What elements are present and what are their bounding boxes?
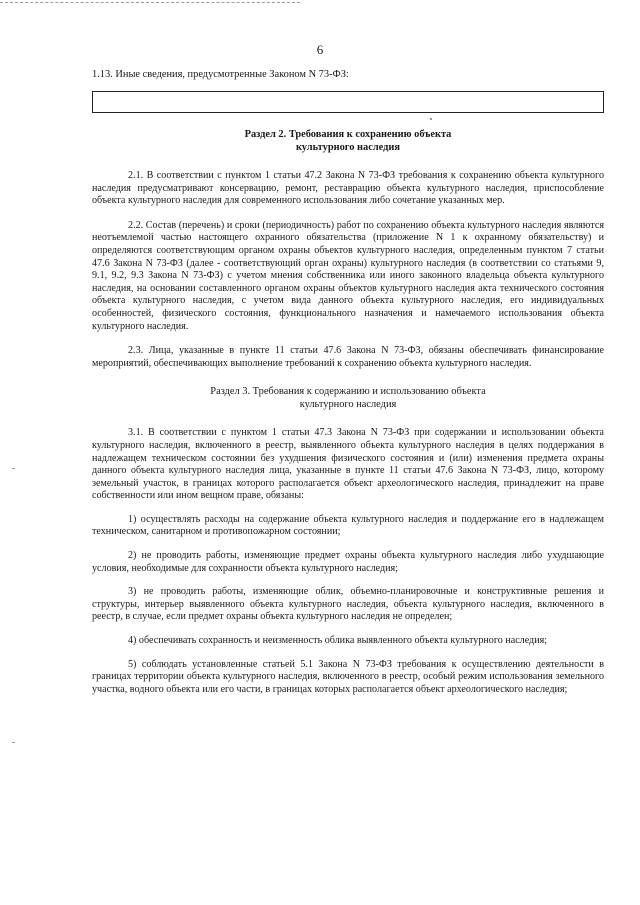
list-item: 4) обеспечивать сохранность и неизменность облика выявленного объекта культурного наследия; bbox=[128, 635, 548, 647]
other-info-field bbox=[92, 91, 604, 113]
section2-title-line2: культурного наследия bbox=[295, 142, 401, 153]
list-item: 1) осуществлять расходы на содержание объекта культурного наследия и поддержание его в надлежащем техническом, санитарном и противопожарном состоянии; bbox=[92, 513, 604, 538]
scan-margin-mark bbox=[12, 742, 15, 743]
section2-title-line1: Раздел 2. Требования к сохранению объекта bbox=[244, 129, 452, 140]
paragraph-3-1: 3.1. В соответствии с пунктом 1 статьи 47.3 Закона N 73-ФЗ при содержании и использовании объекта культурного наследия, включенного в реестр, выявленного объекта культурного наследия в целях поддержания в надлежащем техническом состоянии без ухудшения физического состояния и (или) изменения предмета охраны данного объекта культурного наследия лица, указанные в пункте 11 статьи 47.6 Закона N 73-ФЗ, лицо, которому земельный участок, в границах которого располагается объект археологического наследия, принадлежит на праве собственности или ином вещном праве, обязаны: bbox=[92, 427, 604, 502]
section3-title bbox=[92, 385, 604, 411]
page-number: 6 bbox=[316, 42, 324, 57]
section3-title-line2: культурного наследия bbox=[299, 399, 397, 411]
paragraph-2-3: 2.3. Лица, указанные в пункте 11 статьи 47.6 Закона N 73-ФЗ, обязаны обеспечивать финансирование мероприятий, обеспечивающих выполнение требований к сохранению объекта культурного наследия. bbox=[92, 345, 604, 369]
list-item: 3) не проводить работы, изменяющие облик, объемно-планировочные и конструктивные решения и структуры, интерьер выявленного объекта культурного наследия, объекта культурного наследия, включенного в реестр, в случае, если предмет охраны объекта культурного наследия не определен; bbox=[92, 586, 604, 623]
paragraph-2-2: 2.2. Состав (перечень) и сроки (периодичность) работ по сохранению объекта культурного наследия являются неотъемлемой частью настоящего охранного обязательства (приложение N 1 к охранному обязательству) и определяются соответствующим органом охраны объектов культурного наследия, определенным пунктом 7 статьи 47.6 Закона N 73-ФЗ (далее - соответствующий орган охраны) культурного наследия (в соответствии со статьями 9, 9.1, 9.2, 9.3 Закона N 73-ФЗ) с учетом мнения собственника или иного законного владельца объекта культурного наследия, на основании составленного органом охраны объектов культурного наследия акта технического состояния объекта культурного наследия, с учетом вида данного объекта культурного наследия, его индивидуальных особенностей, физического состояния, функционального назначения и намечаемого использования объекта культурного наследия. bbox=[92, 219, 604, 332]
paragraph-2-1: 2.1. В соответствии с пунктом 1 статьи 47.2 Закона N 73-ФЗ требования к сохранению объекта культурного наследия предусматривают консервацию, ремонт, реставрацию объекта культурного наследия, приспособление объекта культурного наследия для современного использования либо сочетание указанных мер. bbox=[92, 170, 604, 207]
list-item: 2) не проводить работы, изменяющие предмет охраны объекта культурного наследия либо ухудшающие условия, необходимые для сохранности объекта культурного наследия; bbox=[92, 550, 604, 574]
scan-edge-line bbox=[0, 2, 300, 3]
section3-title-line1: Раздел 3. Требования к содержанию и использованию объекта bbox=[210, 386, 486, 398]
item-1-13: 1.13. Иные сведения, предусмотренные Законом N 73-ФЗ: bbox=[92, 69, 349, 80]
section2-title bbox=[92, 128, 604, 154]
document-body bbox=[92, 68, 604, 696]
list-item: 5) соблюдать установленные статьей 5.1 Закона N 73-ФЗ требования к осуществлению деятельности в границах территории объекта культурного наследия, включенного в реестр, особый режим использования земельного участка, водного объекта или его части, в границах которых располагается объект археологического наследия; bbox=[92, 658, 604, 695]
scan-margin-mark bbox=[12, 468, 15, 469]
